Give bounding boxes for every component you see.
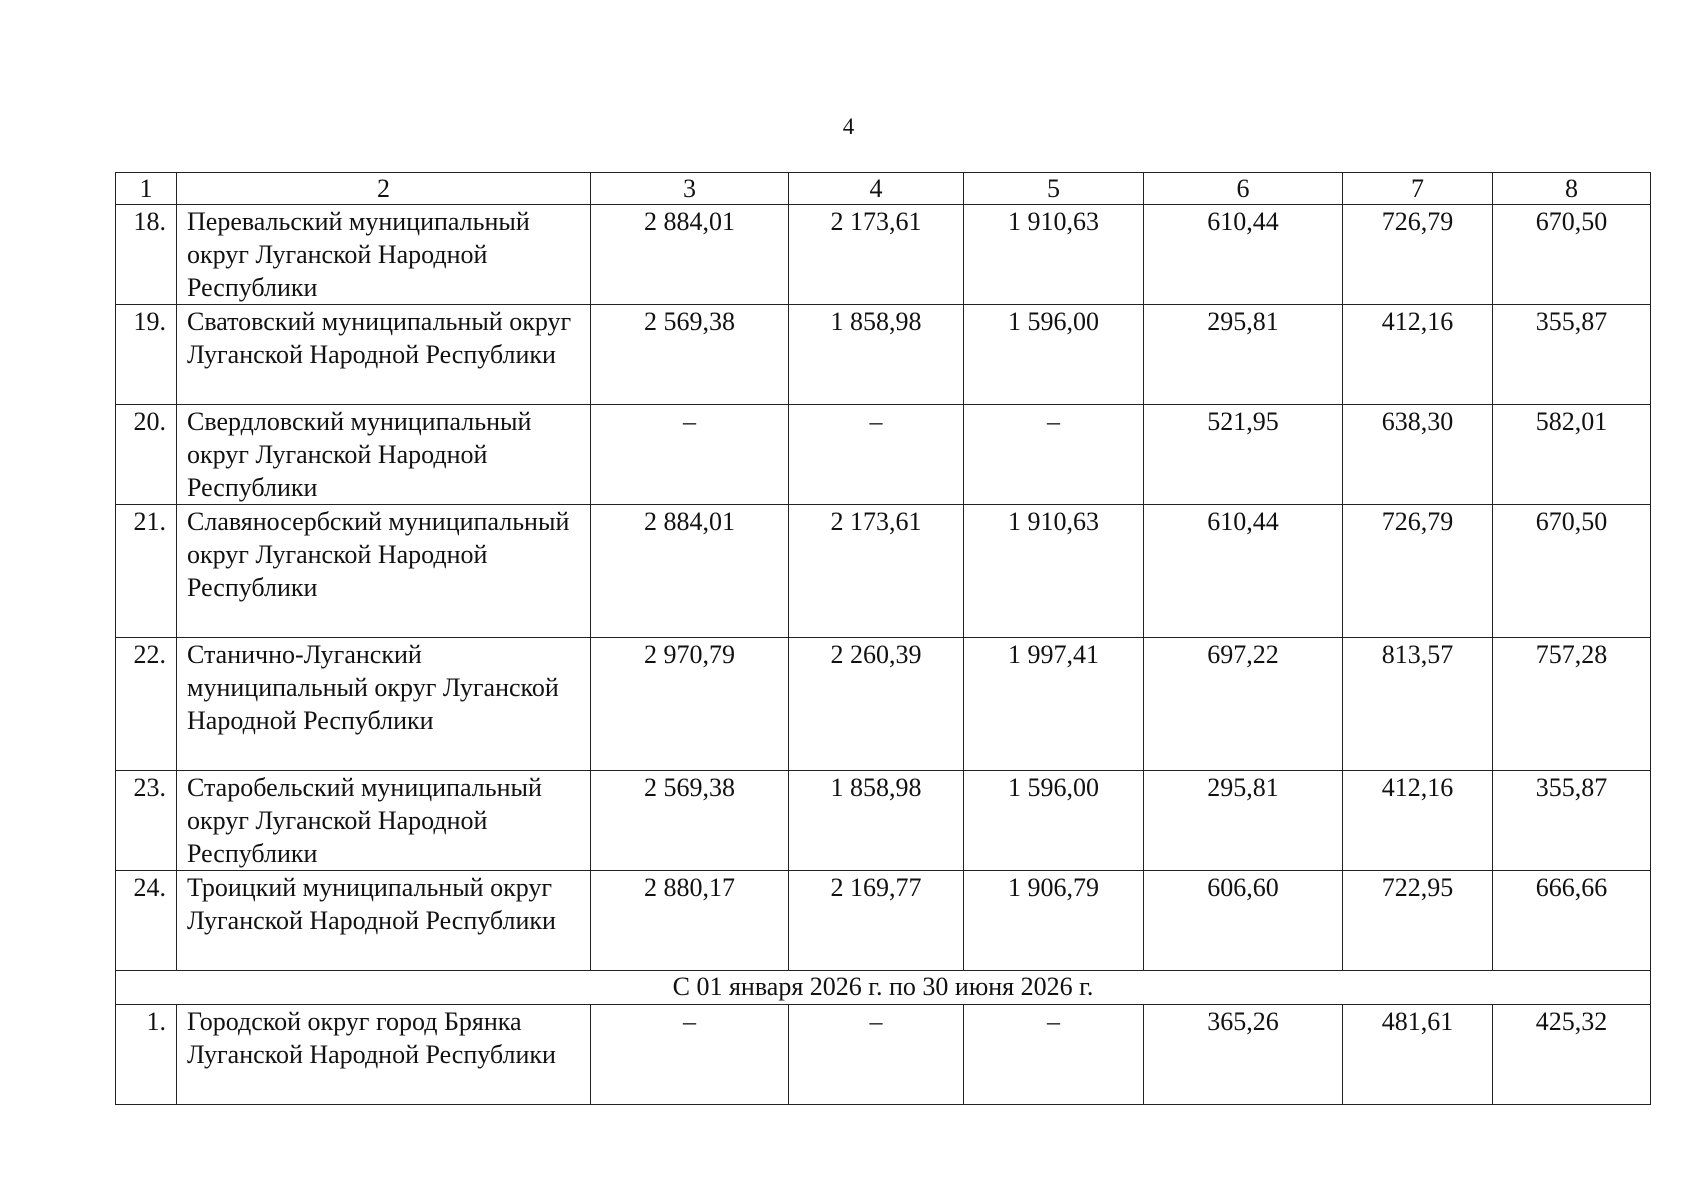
- tariff-value: 2 880,17: [591, 871, 789, 971]
- tariff-value: 757,28: [1493, 638, 1651, 771]
- tariff-value: 2 569,38: [591, 305, 789, 405]
- column-number-row: [116, 173, 1651, 205]
- row-number: 23.: [116, 771, 177, 871]
- column-header: 2: [177, 173, 591, 205]
- period-label: С 01 января 2026 г. по 30 июня 2026 г.: [116, 971, 1651, 1005]
- table-row: [116, 205, 1651, 305]
- tariff-value: 582,01: [1493, 405, 1651, 505]
- tariff-value: 726,79: [1343, 205, 1493, 305]
- column-header: 3: [591, 173, 789, 205]
- tariff-value: –: [964, 405, 1144, 505]
- municipality-name: Славяносербский муниципальный округ Луганской Народной Республики: [177, 505, 591, 638]
- tariff-value: 355,87: [1493, 771, 1651, 871]
- municipality-name: Станично-Луганский муниципальный округ Луганской Народной Республики: [177, 638, 591, 771]
- period-row: [116, 971, 1651, 1005]
- tariff-value: 412,16: [1343, 771, 1493, 871]
- tariff-value: 2 569,38: [591, 771, 789, 871]
- tariff-value: 2 884,01: [591, 205, 789, 305]
- tariff-value: 2 173,61: [789, 505, 964, 638]
- tariff-value: 1 596,00: [964, 771, 1144, 871]
- tariff-value: –: [591, 405, 789, 505]
- tariff-value: 521,95: [1144, 405, 1343, 505]
- column-header: 7: [1343, 173, 1493, 205]
- tariff-value: 1 910,63: [964, 505, 1144, 638]
- tariff-value: 610,44: [1144, 205, 1343, 305]
- municipality-name: Свердловский муниципальный округ Луганской Народной Республики: [177, 405, 591, 505]
- tariff-value: 670,50: [1493, 505, 1651, 638]
- tariff-value: 1 997,41: [964, 638, 1144, 771]
- row-number: 24.: [116, 871, 177, 971]
- column-header: 6: [1144, 173, 1343, 205]
- tariff-value: 1 906,79: [964, 871, 1144, 971]
- tariff-value: 610,44: [1144, 505, 1343, 638]
- tariff-value: –: [789, 1005, 964, 1105]
- column-header: 4: [789, 173, 964, 205]
- table-row: [116, 638, 1651, 771]
- tariff-value: 2 884,01: [591, 505, 789, 638]
- tariff-value: 606,60: [1144, 871, 1343, 971]
- tariff-value: 697,22: [1144, 638, 1343, 771]
- row-number: 19.: [116, 305, 177, 405]
- table-row: [116, 1005, 1651, 1105]
- tariff-value: 2 173,61: [789, 205, 964, 305]
- tariff-value: 295,81: [1144, 771, 1343, 871]
- tariff-value: 666,66: [1493, 871, 1651, 971]
- page-number: 4: [842, 114, 855, 139]
- tariff-value: 355,87: [1493, 305, 1651, 405]
- row-number: 22.: [116, 638, 177, 771]
- table-row: [116, 505, 1651, 638]
- tariff-value: 2 169,77: [789, 871, 964, 971]
- tariff-value: 425,32: [1493, 1005, 1651, 1105]
- municipality-name: Старобельский муниципальный округ Луганской Народной Республики: [177, 771, 591, 871]
- tariff-table: [115, 172, 1651, 1105]
- tariff-value: 2 260,39: [789, 638, 964, 771]
- tariff-value: –: [591, 1005, 789, 1105]
- tariff-value: 638,30: [1343, 405, 1493, 505]
- tariff-value: 2 970,79: [591, 638, 789, 771]
- municipality-name: Троицкий муниципальный округ Луганской Народной Республики: [177, 871, 591, 971]
- tariff-value: –: [964, 1005, 1144, 1105]
- tariff-value: 1 910,63: [964, 205, 1144, 305]
- tariff-value: 722,95: [1343, 871, 1493, 971]
- tariff-value: 481,61: [1343, 1005, 1493, 1105]
- municipality-name: Сватовский муниципальный округ Луганской Народной Республики: [177, 305, 591, 405]
- tariff-value: 1 596,00: [964, 305, 1144, 405]
- column-header: 8: [1493, 173, 1651, 205]
- tariff-value: 365,26: [1144, 1005, 1343, 1105]
- tariff-value: 412,16: [1343, 305, 1493, 405]
- column-header: 1: [116, 173, 177, 205]
- tariff-value: 1 858,98: [789, 305, 964, 405]
- tariff-value: 726,79: [1343, 505, 1493, 638]
- tariff-value: 295,81: [1144, 305, 1343, 405]
- table-row: [116, 771, 1651, 871]
- municipality-name: Перевальский муниципальный округ Луганской Народной Республики: [177, 205, 591, 305]
- table-row: [116, 871, 1651, 971]
- tariff-value: 813,57: [1343, 638, 1493, 771]
- tariff-value: 670,50: [1493, 205, 1651, 305]
- tariff-value: 1 858,98: [789, 771, 964, 871]
- row-number: 1.: [116, 1005, 177, 1105]
- table-row: [116, 405, 1651, 505]
- tariff-value: –: [789, 405, 964, 505]
- row-number: 18.: [116, 205, 177, 305]
- municipality-name: Городской округ город Брянка Луганской Народной Республики: [177, 1005, 591, 1105]
- row-number: 20.: [116, 405, 177, 505]
- table-row: [116, 305, 1651, 405]
- column-header: 5: [964, 173, 1144, 205]
- row-number: 21.: [116, 505, 177, 638]
